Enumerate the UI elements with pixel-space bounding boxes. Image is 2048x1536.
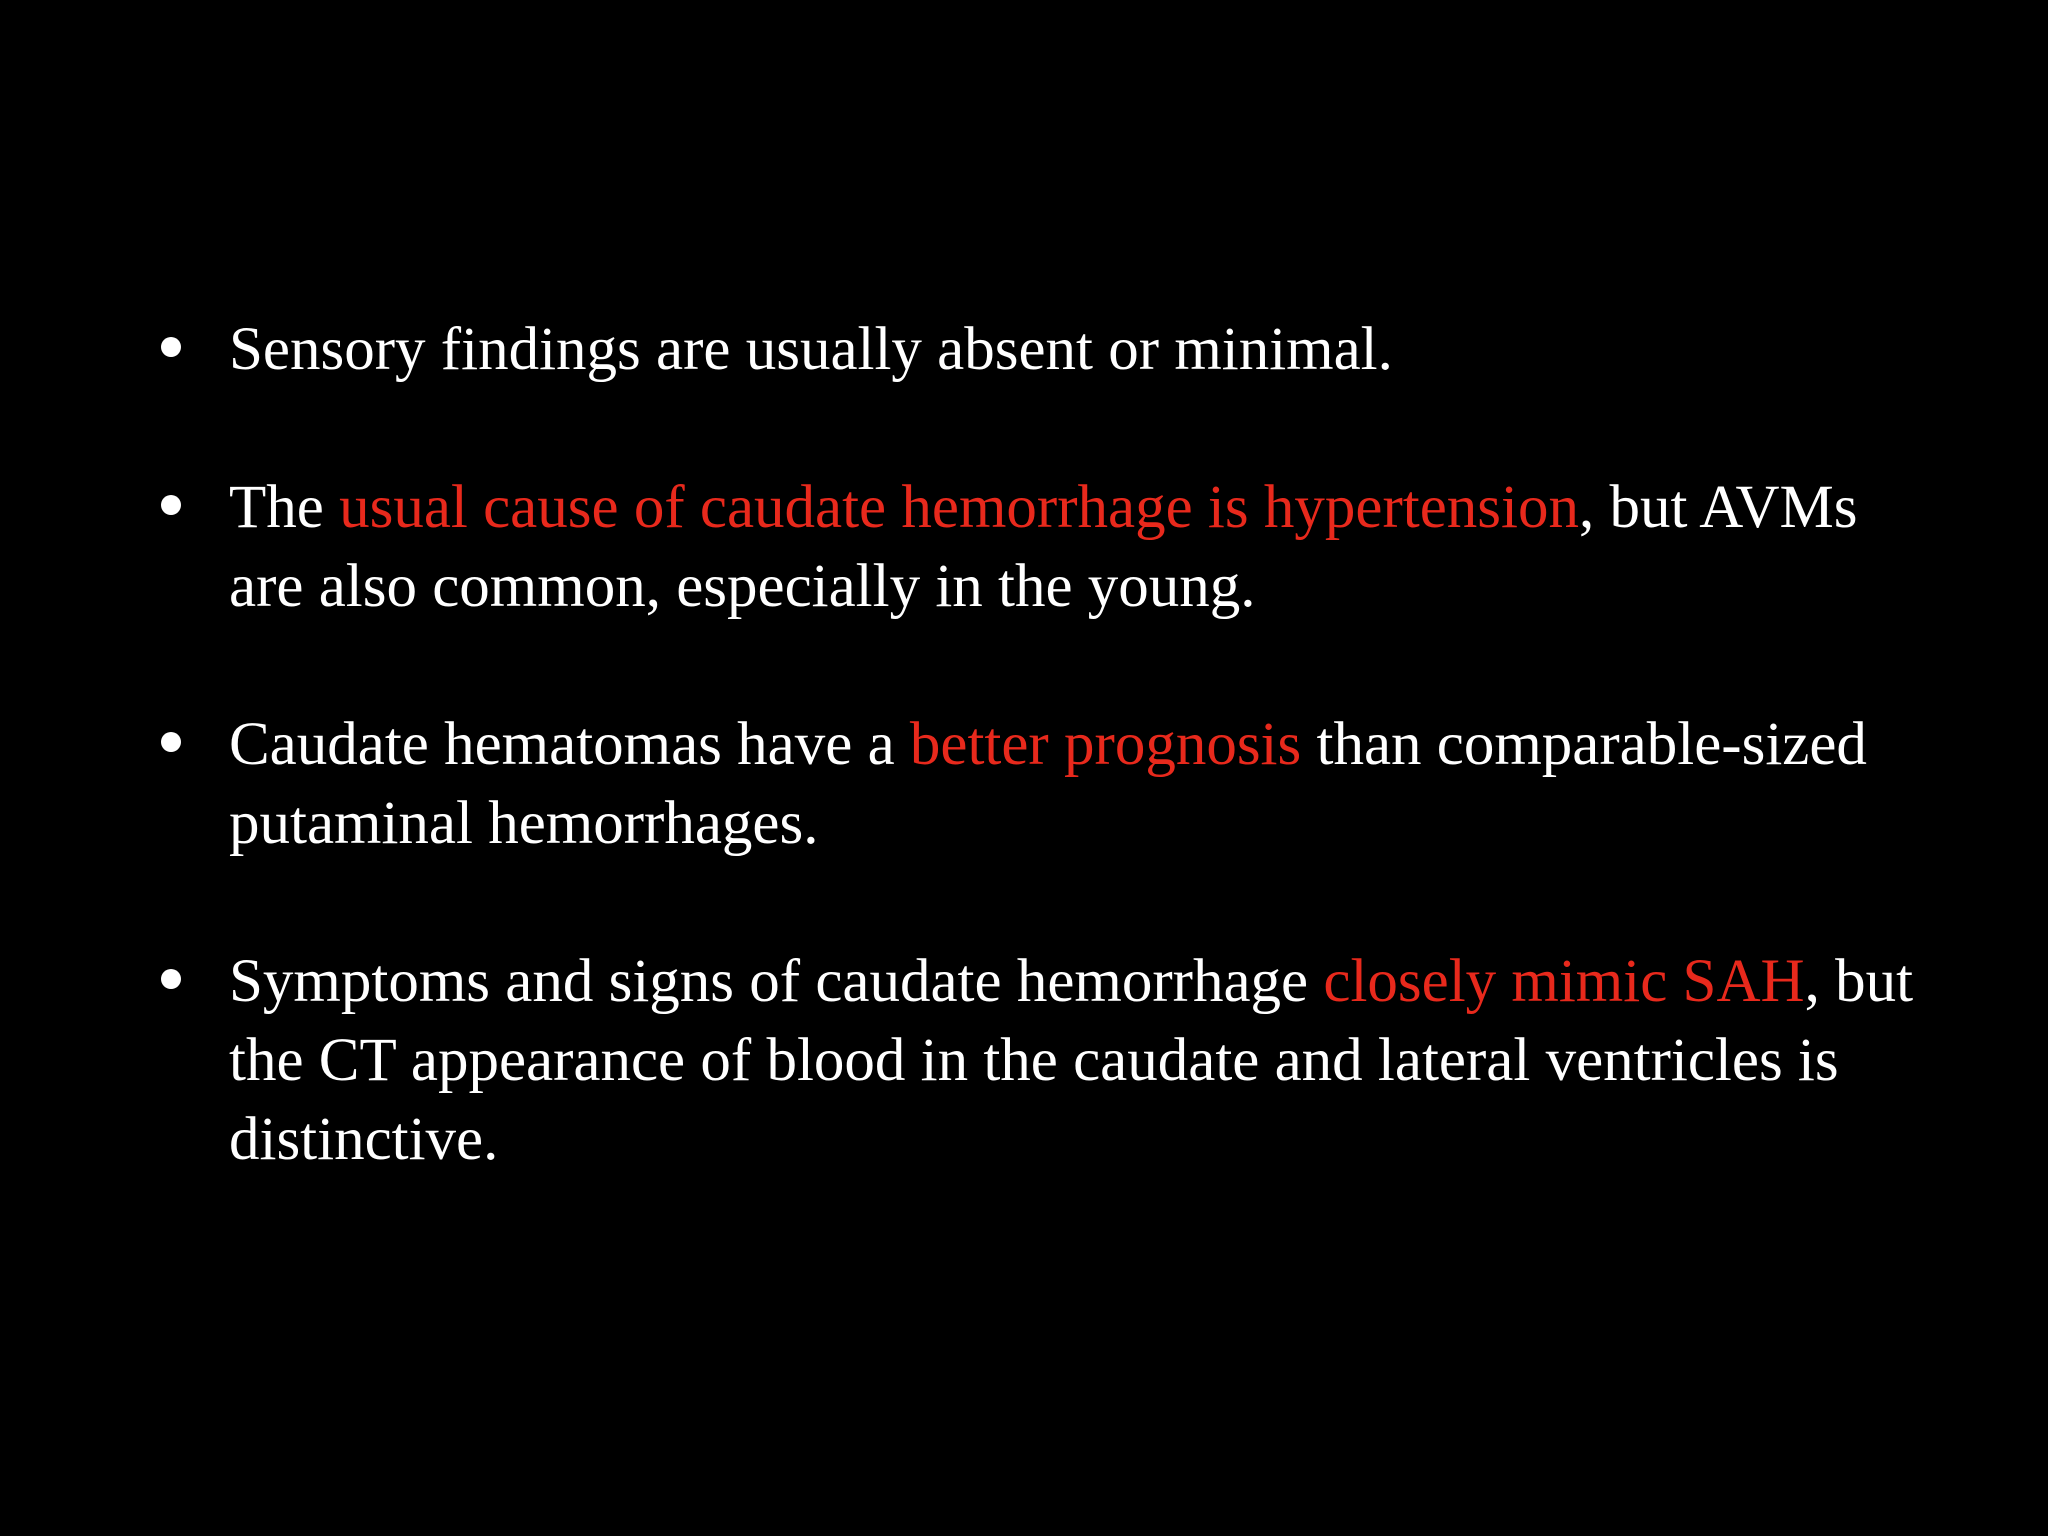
highlighted-text: usual cause of caudate hemorrhage is hypertension [339,474,1579,541]
bullet-item-usual-cause [157,468,1917,626]
bullet-text: , but AVMs are also common, especially in the young. [229,474,1858,620]
bullet-item-symptoms [157,942,1917,1179]
bullet-text: Caudate hematomas have a [229,711,910,778]
bullet-text: , but the CT appearance of blood in the caudate and lateral ventricles is distinctive. [229,948,1914,1173]
bullet-text: The [229,474,340,541]
bullet-item-prognosis [157,705,1917,863]
bullet-dot-icon [161,495,181,515]
highlighted-text: better prognosis [909,711,1302,778]
bullet-text: Sensory findings are usually absent or minimal. [229,316,1393,383]
highlighted-text: closely mimic SAH [1323,948,1805,1015]
bullet-dot-icon [161,969,181,989]
bullet-text: Symptoms and signs of caudate hemorrhage [229,948,1324,1015]
bullet-text: than comparable-sized putaminal hemorrhages. [229,711,1867,857]
bullet-list [157,310,1917,1179]
bullet-dot-icon [161,732,181,752]
bullet-dot-icon [161,337,181,357]
bullet-item-sensory-findings [157,310,1917,389]
